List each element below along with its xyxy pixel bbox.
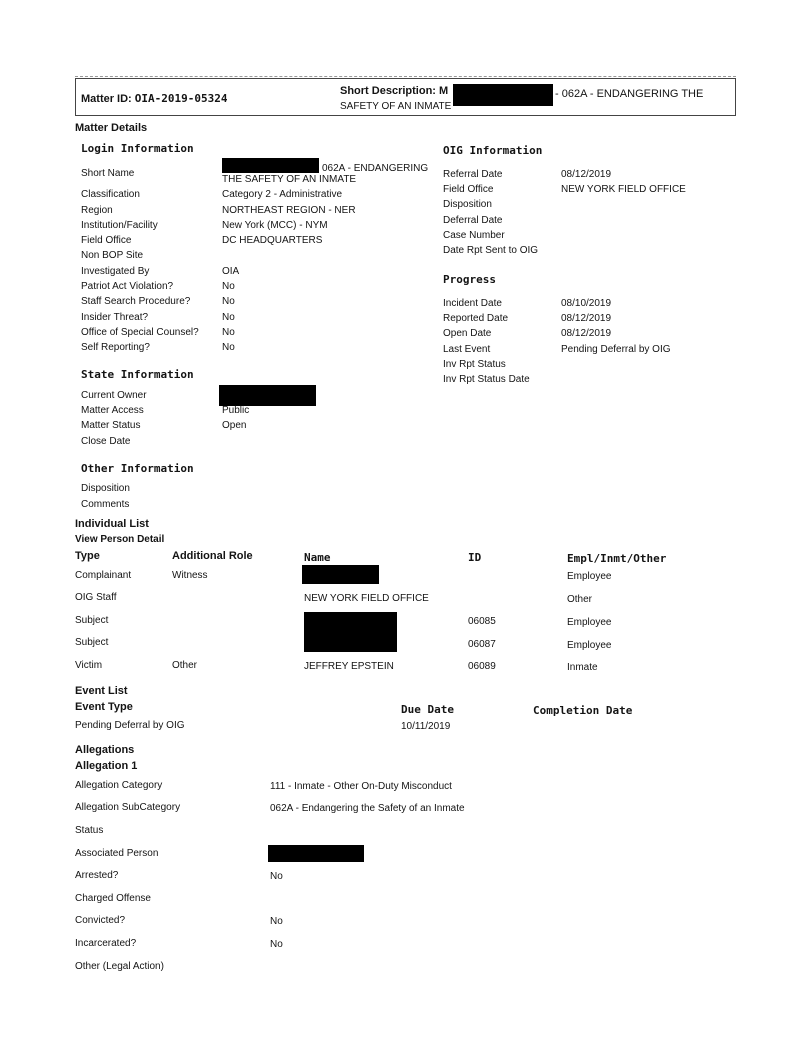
field-label: Field Office (81, 235, 132, 246)
short-desc-tail: - 062A - ENDANGERING THE (555, 88, 704, 100)
login-info-title: Login Information (81, 142, 194, 155)
field-value: No (222, 327, 235, 338)
cell-name: JEFFREY EPSTEIN (304, 661, 394, 672)
field-label: Other (Legal Action) (75, 961, 164, 972)
cell-id: 06087 (468, 639, 496, 650)
col-header-empl: Empl/Inmt/Other (567, 552, 667, 565)
field-label: Classification (81, 189, 140, 200)
field-value: 08/12/2019 (561, 169, 612, 180)
field-label: Arrested? (75, 870, 119, 881)
cell-empl: Other (567, 594, 593, 605)
short-name-value-line2: THE SAFETY OF AN INMATE (222, 174, 357, 185)
field-value: NEW YORK FIELD OFFICE (561, 184, 686, 195)
col-header-type: Type (75, 550, 100, 562)
cell-id: 06085 (468, 616, 496, 627)
field-label: Allegation SubCategory (75, 802, 181, 813)
field-label: Charged Offense (75, 893, 151, 904)
field-label: Open Date (443, 328, 492, 339)
other-info-title: Other Information (81, 462, 194, 475)
field-value: No (222, 296, 235, 307)
short-name-label: Short Name (81, 168, 135, 179)
field-label: Comments (81, 499, 130, 510)
field-value: New York (MCC) - NYM (222, 220, 328, 231)
field-label: Referral Date (443, 169, 503, 180)
col-header-role: Additional Role (172, 550, 253, 562)
header-top-rule (75, 76, 736, 77)
field-label: Insider Threat? (81, 312, 149, 323)
field-label: Inv Rpt Status (443, 359, 506, 370)
cell-type: Subject (75, 615, 109, 626)
field-value: Public (222, 405, 250, 416)
short-name-value: 062A - ENDANGERING (322, 163, 429, 174)
field-label: Date Rpt Sent to OIG (443, 245, 539, 256)
field-label: Incident Date (443, 298, 502, 309)
individual-list-title: Individual List (75, 518, 149, 530)
field-label: Convicted? (75, 915, 126, 926)
field-value: Pending Deferral by OIG (561, 344, 671, 355)
field-label: Allegation Category (75, 780, 163, 791)
field-value: No (270, 939, 283, 950)
cell-empl: Inmate (567, 662, 598, 673)
cell-type: Complainant (75, 570, 132, 581)
field-value: Category 2 - Administrative (222, 189, 343, 200)
cell-due-date: 10/11/2019 (401, 721, 451, 732)
field-value: No (222, 312, 235, 323)
field-value: No (222, 342, 235, 353)
cell-id: 06089 (468, 661, 496, 672)
field-label: Patriot Act Violation? (81, 281, 174, 292)
field-value: 08/12/2019 (561, 313, 612, 324)
field-label: Self Reporting? (81, 342, 150, 353)
field-value: Open (222, 420, 247, 431)
event-list-title: Event List (75, 685, 128, 697)
field-label: Non BOP Site (81, 250, 144, 261)
field-value: OIA (222, 266, 240, 277)
field-value: No (270, 916, 283, 927)
short-desc-line2: SAFETY OF AN INMATE (340, 101, 452, 112)
field-label: Investigated By (81, 266, 150, 277)
matter-id (81, 92, 228, 105)
cell-role: Other (172, 660, 198, 671)
allegation-subtitle: Allegation 1 (75, 760, 138, 772)
cell-type: OIG Staff (75, 592, 117, 603)
col-header-name: Name (304, 551, 331, 564)
field-label: Region (81, 205, 113, 216)
field-label: Case Number (443, 230, 505, 241)
field-value: 062A - Endangering the Safety of an Inmate (270, 803, 465, 814)
field-label: Current Owner (81, 390, 147, 401)
field-label: Matter Access (81, 405, 144, 416)
cell-name: NEW YORK FIELD OFFICE (304, 593, 429, 604)
field-label: Reported Date (443, 313, 509, 324)
field-label: Disposition (81, 483, 130, 494)
col-header-completion-date: Completion Date (533, 704, 633, 717)
field-label: Matter Status (81, 420, 141, 431)
redaction-block (268, 845, 364, 862)
redaction-block (304, 612, 397, 652)
cell-empl: Employee (567, 617, 612, 628)
field-label: Associated Person (75, 848, 159, 859)
field-label: Deferral Date (443, 215, 503, 226)
field-label: Last Event (443, 344, 491, 355)
field-label: Inv Rpt Status Date (443, 374, 530, 385)
col-header-due-date: Due Date (401, 703, 454, 716)
short-desc-label: Short Description: (340, 85, 436, 97)
col-header-id: ID (468, 551, 482, 564)
view-person-detail-link[interactable]: View Person Detail (75, 534, 165, 545)
redaction-block (222, 158, 319, 173)
matter-id-value: OIA-2019-05324 (134, 92, 228, 105)
field-label: Close Date (81, 436, 131, 447)
field-value: 08/10/2019 (561, 298, 612, 309)
oig-info-title: OIG Information (443, 144, 543, 157)
field-label: Incarcerated? (75, 938, 137, 949)
redaction-block (453, 84, 553, 106)
state-info-title: State Information (81, 368, 194, 381)
field-value: No (222, 281, 235, 292)
field-label: Status (75, 825, 104, 836)
field-label: Field Office (443, 184, 494, 195)
field-value: DC HEADQUARTERS (222, 235, 323, 246)
matter-id-label: Matter ID: (81, 93, 132, 105)
field-value: 111 - Inmate - Other On-Duty Misconduct (270, 781, 452, 792)
cell-type: Victim (75, 660, 103, 671)
field-label: Institution/Facility (81, 220, 158, 231)
redaction-block (302, 565, 379, 584)
allegations-title: Allegations (75, 744, 135, 756)
cell-empl: Employee (567, 640, 612, 651)
cell-role: Witness (172, 570, 208, 581)
progress-title: Progress (443, 273, 496, 286)
field-value: No (270, 871, 283, 882)
field-label: Disposition (443, 199, 492, 210)
cell-empl: Employee (567, 571, 612, 582)
field-label: Staff Search Procedure? (81, 296, 191, 307)
short-description (340, 85, 448, 97)
short-desc-start: M (439, 85, 449, 97)
cell-type: Subject (75, 637, 109, 648)
col-header-event-type: Event Type (75, 701, 133, 713)
field-value: 08/12/2019 (561, 328, 612, 339)
matter-details-title: Matter Details (75, 122, 148, 134)
cell-event-type: Pending Deferral by OIG (75, 720, 185, 731)
field-value: NORTHEAST REGION - NER (222, 205, 356, 216)
redaction-block (219, 385, 316, 406)
field-label: Office of Special Counsel? (81, 327, 199, 338)
